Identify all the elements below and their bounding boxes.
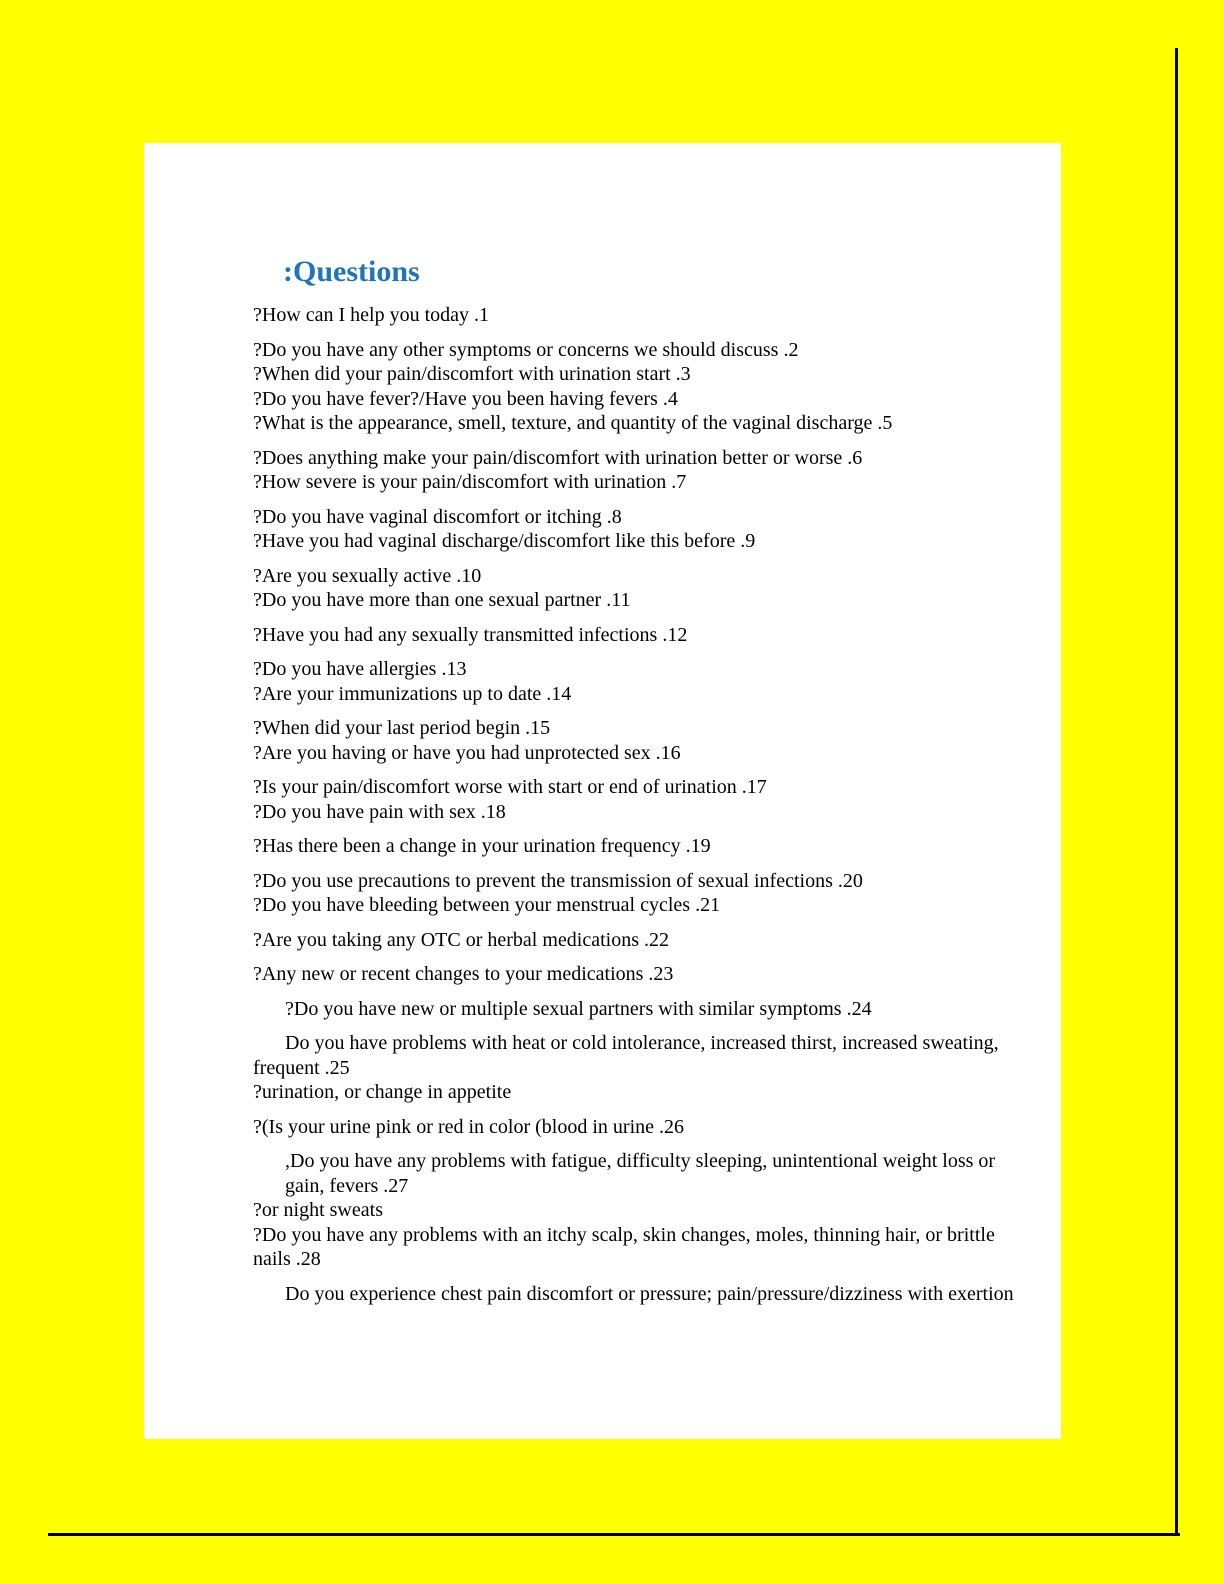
question-block xyxy=(253,928,1049,953)
page-title: :Questions xyxy=(283,255,420,288)
question-line: ?Any new or recent changes to your medications .23 xyxy=(253,963,674,985)
question-line: ?When did your last period begin .15 xyxy=(253,717,551,739)
question-line: ?or night sweats xyxy=(253,1199,383,1221)
question-block xyxy=(253,623,1049,648)
question-block xyxy=(253,775,1049,824)
question-line: ?Do you use precautions to prevent the transmission of sexual infections .20 xyxy=(253,869,863,892)
question-line: nails .28 xyxy=(253,1248,321,1270)
question-line: ?Do you have pain with sex .18 xyxy=(253,800,506,823)
question-line: ?(Is your urine pink or red in color (blood in urine .26 xyxy=(253,1115,685,1138)
question-line: ?Do you have new or multiple sexual partners with similar symptoms .24 xyxy=(285,997,872,1020)
question-line: ?Do you have allergies .13 xyxy=(253,658,467,680)
question-line: ?Are you taking any OTC or herbal medications .22 xyxy=(253,928,669,951)
question-line: ?Do you have more than one sexual partner .11 xyxy=(253,589,631,611)
question-line: ?Are you sexually active .10 xyxy=(253,564,482,587)
question-block xyxy=(253,1149,1049,1272)
question-line: Do you experience chest pain discomfort or pressure; pain/pressure/dizziness with exertion xyxy=(285,1282,1014,1305)
question-line: ?What is the appearance, smell, texture, and quantity of the vaginal discharge .5 xyxy=(253,412,893,434)
question-line: Do you have problems with heat or cold intolerance, increased thirst, increased sweating, xyxy=(285,1032,999,1054)
question-line: ?How severe is your pain/discomfort with urination .7 xyxy=(253,471,687,493)
question-block xyxy=(253,997,1049,1022)
question-block xyxy=(253,716,1049,765)
page-border-horizontal-line xyxy=(48,1533,1180,1536)
question-block xyxy=(253,1031,1049,1105)
question-line: ?Are you having or have you had unprotected sex .16 xyxy=(253,741,681,764)
question-line: ?Is your pain/discomfort worse with start or end of urination .17 xyxy=(253,776,767,798)
question-block xyxy=(253,657,1049,706)
question-block xyxy=(253,869,1049,918)
question-block xyxy=(253,338,1049,436)
question-block xyxy=(253,1115,1049,1140)
question-line: ?urination, or change in appetite xyxy=(253,1081,512,1103)
question-block xyxy=(253,834,1049,859)
questions-list xyxy=(253,303,1049,1306)
question-line: ?Does anything make your pain/discomfort with urination better or worse .6 xyxy=(253,446,863,469)
question-line: frequent .25 xyxy=(253,1056,350,1079)
question-line: ?Has there been a change in your urination frequency .19 xyxy=(253,835,711,857)
question-block xyxy=(253,1282,1049,1307)
question-line: ?Do you have bleeding between your menstrual cycles .21 xyxy=(253,894,721,916)
question-block xyxy=(253,564,1049,613)
page-border-vertical-line xyxy=(1175,48,1178,1536)
question-block xyxy=(253,505,1049,554)
question-line: ?How can I help you today .1 xyxy=(253,304,490,326)
document-page xyxy=(144,143,1061,1439)
question-line: ?Are your immunizations up to date .14 xyxy=(253,682,572,705)
question-block xyxy=(253,303,1049,328)
question-line: ?Have you had vaginal discharge/discomfort like this before .9 xyxy=(253,530,756,552)
question-line: ?Have you had any sexually transmitted infections .12 xyxy=(253,623,688,646)
question-block xyxy=(253,446,1049,495)
question-line: ?When did your pain/discomfort with urination start .3 xyxy=(253,363,691,385)
question-line: ,Do you have any problems with fatigue, difficulty sleeping, unintentional weight loss or xyxy=(285,1150,996,1172)
question-line: ?Do you have any problems with an itchy scalp, skin changes, moles, thinning hair, or brittle xyxy=(253,1223,995,1246)
question-block xyxy=(253,962,1049,987)
question-line: ?Do you have fever?/Have you been having fevers .4 xyxy=(253,387,678,410)
question-line: ?Do you have any other symptoms or concerns we should discuss .2 xyxy=(253,338,799,361)
question-line: gain, fevers .27 xyxy=(285,1174,409,1197)
question-line: ?Do you have vaginal discomfort or itching .8 xyxy=(253,505,622,528)
